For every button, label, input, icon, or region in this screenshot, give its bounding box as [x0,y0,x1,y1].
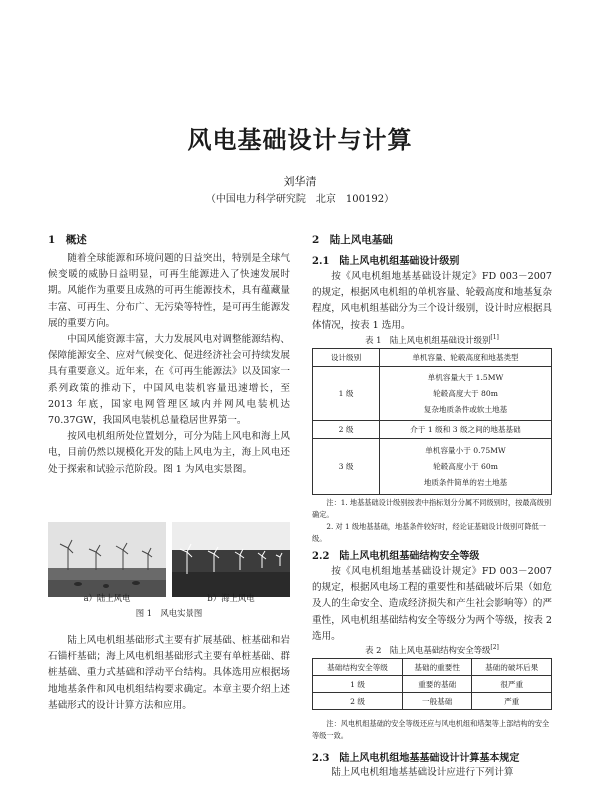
paper-title: 风电基础设计与计算 [187,125,413,154]
table-header: 基础结构安全等级 [313,659,403,676]
table-row: 1 级 单机容量大于 1.5MW 轮毂高度大于 80m 复杂地质条件或软土地基 [313,367,552,421]
section-2-heading: 2 陆上风电基础 [312,234,393,246]
table-row: 1 级 重要的基础 很严重 [313,676,552,693]
paragraph: 中国风能资源丰富，大力发展风电对调整能源结构、保障能源安全、应对气候变化、促进经济社会可持续发展具有重要意义。近年来，在《可再生能源法》以及国家一系列政策的推动下，中国风电装机容量迅速增长，至 2013 年底，国家电网管理区域内并网风电装机达 70.37GW，我国风电装机总量稳居世界第一。 [48,334,290,427]
table-1 [312,348,552,495]
paragraph: 按《风电机组地基基础设计规定》FD 003－2007 的规定，根据风电机组的单机容量、轮毂高度和地基复杂程度，风电机组基础分为三个设计级别，设计时应根据具体情况，按表 1 选用。 [312,271,552,331]
author: 刘华清 [283,175,317,188]
section-1-body [48,251,290,478]
paragraph: 随着全球能源和环境问题的日益突出，特别是全球气候变暖的威胁日益明显，可再生能源进入了快速发展时期。风能作为重要且成熟的可再生能源技术，具有蕴藏量丰富、可再生、分布广、无污染等特性，是可再生能源发展的重要方向。 [48,253,290,329]
table-header: 基础的重要性 [403,659,472,676]
section-2-3-heading: 2.3 陆上风电机组地基基础设计计算基本规定 [312,753,520,764]
section-1-heading: 1 概述 [48,234,87,246]
table-1-caption: 表 1 陆上风电机组基础设计级别[1] [365,334,499,345]
section-2-1-heading: 2.1 陆上风电机组基础设计级别 [312,256,460,267]
section-2-2-heading: 2.2 陆上风电机组基础结构安全等级 [312,551,480,562]
affiliation: （中国电力科学研究院 北京 100192） [205,194,395,205]
section-2-3-body [312,765,552,781]
table-header: 单机容量、轮毂高度和地基类型 [380,349,552,367]
table-row: 2 级 一般基础 严重 [313,693,552,710]
figure-b-label: b）海上风电 [207,593,255,603]
table-row: 2 级 介于 1 级和 3 级之间的地基基础 [313,421,552,439]
paragraph: 陆上风电机组基础形式主要有扩展基础、桩基础和岩石锚杆基础；海上风电机组基础形式主要有单桩基础、群桩基础、重力式基础和浮动平台结构。具体选用应根据场地地基条件和风电机组结构要求确定。本章主要介绍上述基础形式的设计计算方法和应用。 [48,635,290,711]
section-2-1-body [312,269,552,334]
paragraph: 按风电机组所处位置划分，可分为陆上风电和海上风电，目前仍然以规模化开发的陆上风电为主，海上风电还处于探索和试验示范阶段。图 1 为风电实景图。 [48,431,290,475]
table-2-caption: 表 2 陆上风电基础结构安全等级[2] [365,644,499,655]
note: 注：1. 地基基础设计级别按表中指标划分分属不同级别时，按最高级别确定。 [312,498,552,519]
paragraph: 陆上风电机组地基基础设计应进行下列计算 [331,767,514,778]
table-row: 3 级 单机容量小于 0.75MW 轮毂高度小于 60m 地质条件简单的岩土地基 [313,439,552,495]
onshore-wind-photo [48,522,166,597]
figure-a-label: a）陆上风电 [83,593,131,603]
paragraph: 按《风电机组地基基础设计规定》FD 003－2007 的规定，根据风电场工程的重要性和基础破坏后果（如危及人的生命安全、造成经济损失和产生社会影响等）的严重性，风电机组基础结构安全等级分为两个等级，按表 2 选用。 [312,566,552,642]
table-header: 设计级别 [313,349,380,367]
table-header: 基础的破坏后果 [472,659,552,676]
table-2-note [312,718,552,742]
note: 注：风电机组基础的安全等级还应与风电机组和塔架等上部结构的安全等级一致。 [312,719,550,740]
table-2 [312,658,552,710]
table-1-notes [312,497,552,545]
section-1-closing [48,633,290,714]
offshore-wind-photo [172,522,290,597]
figure-caption: 图 1 风电实景图 [135,608,203,618]
note: 2. 对 1 级地基基础，地基条件较好时，经论证基础设计级别可降低一级。 [312,522,546,543]
section-2-2-body [312,564,552,645]
